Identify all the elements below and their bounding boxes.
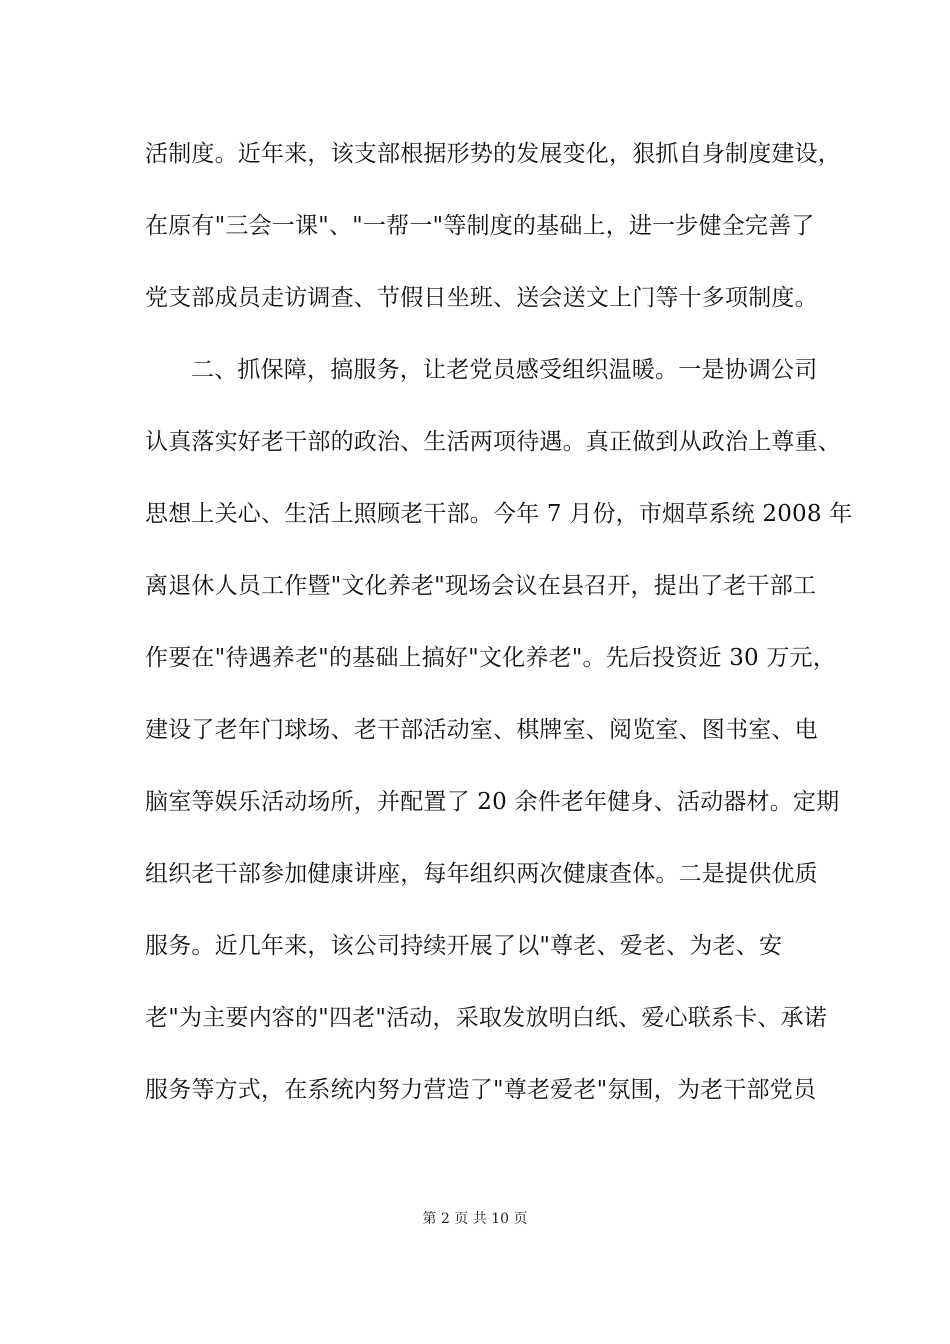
text-line: 组织老干部参加健康讲座，每年组织两次健康查体。二是提供优质 <box>145 861 818 887</box>
text-line: 老"为主要内容的"四老"活动，采取发放明白纸、爱心联系卡、承诺 <box>145 1005 827 1031</box>
text-line: 作要在"待遇养老"的基础上搞好"文化养老"。先后投资近 30 万元， <box>145 645 837 671</box>
text-line: 认真落实好老干部的政治、生活两项待遇。真正做到从政治上尊重、 <box>145 429 841 455</box>
text-line: 服务等方式，在系统内努力营造了"尊老爱老"氛围，为老干部党员 <box>145 1077 817 1103</box>
text-line: 建设了老年门球场、老干部活动室、棋牌室、阅览室、图书室、电 <box>145 717 818 743</box>
page-footer <box>0 1208 950 1228</box>
paragraph-start-line: 二、抓保障，搞服务，让老党员感受组织温暖。一是协调公司 <box>191 357 818 383</box>
text-line: 思想上关心、生活上照顾老干部。今年 7 月份，市烟草系统 2008 年 <box>145 501 853 527</box>
text-line: 离退休人员工作暨"文化养老"现场会议在县召开，提出了老干部工 <box>145 573 817 599</box>
text-line: 服务。近几年来，该公司持续开展了以"尊老、爱老、为老、安 <box>145 933 783 959</box>
page-number-label: 第 2 页 共 10 页 <box>422 1211 528 1227</box>
text-line: 脑室等娱乐活动场所，并配置了 20 余件老年健身、活动器材。定期 <box>145 789 840 815</box>
body-text <box>145 128 853 1136</box>
text-line: 活制度。近年来，该支部根据形势的发展变化，狠抓自身制度建设， <box>145 141 841 167</box>
text-line: 党支部成员走访调查、节假日坐班、送会送文上门等十多项制度。 <box>145 285 818 311</box>
text-line: 在原有"三会一课"、"一帮一"等制度的基础上，进一步健全完善了 <box>145 213 815 239</box>
